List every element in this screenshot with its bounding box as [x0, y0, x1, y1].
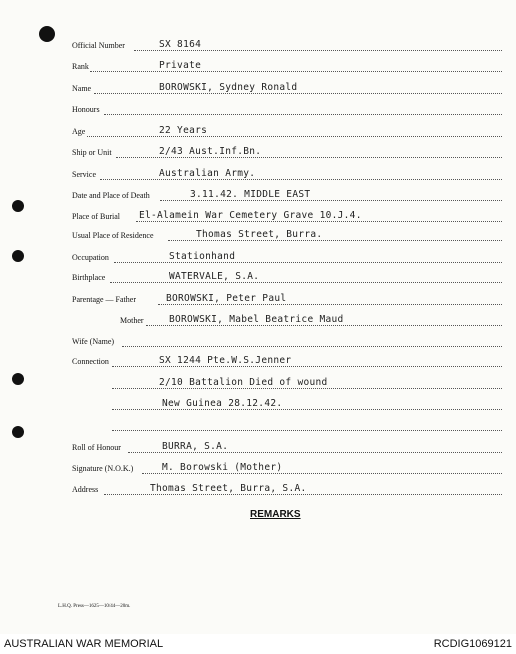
field-label: Place of Burial — [72, 212, 120, 221]
field-mother — [72, 314, 502, 330]
field-occupation — [72, 251, 502, 267]
record-id: RCDIG1069121 — [433, 638, 512, 650]
field-label: Honours — [72, 105, 100, 114]
field-value: SX 8164 — [159, 39, 202, 50]
field-label: Roll of Honour — [72, 443, 121, 452]
connection-line — [112, 419, 502, 435]
punch-hole — [12, 250, 24, 262]
punch-hole — [12, 426, 24, 438]
field-value: Stationhand — [169, 251, 236, 262]
field-label: Signature (N.O.K.) — [72, 464, 134, 473]
field-label: Connection — [72, 357, 109, 366]
field-rank — [72, 60, 502, 76]
archive-footer — [0, 634, 516, 654]
field-roll-of-honour — [72, 441, 502, 457]
field-label: Birthplace — [72, 273, 106, 282]
connection-text: 2/10 Battalion Died of wound — [159, 377, 328, 388]
field-value: 3.11.42. MIDDLE EAST — [190, 189, 311, 200]
field-value: BOROWSKI, Peter Paul — [166, 293, 287, 304]
field-value: SX 1244 Pte.W.S.Jenner — [159, 355, 292, 366]
punch-hole — [12, 373, 24, 385]
field-value: M. Borowski (Mother) — [162, 462, 283, 473]
field-place-of-burial — [72, 210, 502, 226]
field-honours — [72, 103, 502, 119]
connection-line — [112, 398, 502, 414]
printer-imprint: L.H.Q. Press—1625—10/44—20m. — [58, 604, 131, 609]
field-label: Address — [72, 485, 99, 494]
field-signature — [72, 462, 502, 478]
archive-name: AUSTRALIAN WAR MEMORIAL — [4, 638, 164, 650]
field-service — [72, 168, 502, 184]
field-address — [72, 483, 502, 499]
field-label: Parentage — Father — [72, 295, 136, 304]
field-value: BOROWSKI, Sydney Ronald — [159, 82, 298, 93]
field-father — [72, 293, 502, 309]
punch-hole — [39, 26, 55, 42]
field-value: Thomas Street, Burra. — [196, 229, 323, 240]
field-label: Date and Place of Death — [72, 191, 150, 200]
field-label: Ship or Unit — [72, 148, 112, 157]
field-age — [72, 125, 502, 141]
field-date-place-of-death — [72, 189, 502, 205]
remarks-heading: REMARKS — [250, 509, 301, 520]
field-label: Service — [72, 170, 96, 179]
field-value: WATERVALE, S.A. — [169, 271, 260, 282]
field-value: Thomas Street, Burra, S.A. — [150, 483, 307, 494]
field-label: Name — [72, 84, 92, 93]
field-value: El-Alamein War Cemetery Grave 10.J.4. — [139, 210, 362, 221]
field-value: BOROWSKI, Mabel Beatrice Maud — [169, 314, 344, 325]
punch-hole — [12, 200, 24, 212]
field-label: Age — [72, 127, 86, 136]
field-label: Wife (Name) — [72, 337, 115, 346]
field-value: Private — [159, 60, 202, 71]
field-value: 22 Years — [159, 125, 208, 136]
connection-line — [112, 377, 502, 393]
field-label: Official Number — [72, 41, 125, 50]
field-ship-or-unit — [72, 146, 502, 162]
connection-text: New Guinea 28.12.42. — [162, 398, 283, 409]
field-label: Occupation — [72, 253, 109, 262]
field-official-number — [72, 39, 502, 55]
field-name — [72, 82, 502, 98]
field-wife — [72, 335, 502, 351]
field-usual-residence — [72, 229, 502, 245]
field-value: Australian Army. — [159, 168, 256, 179]
field-birthplace — [72, 271, 502, 287]
field-label: Mother — [120, 316, 144, 325]
field-label: Rank — [72, 62, 89, 71]
field-connection — [72, 355, 502, 371]
field-label: Usual Place of Residence — [72, 231, 154, 240]
field-value: BURRA, S.A. — [162, 441, 229, 452]
field-value: 2/43 Aust.Inf.Bn. — [159, 146, 262, 157]
